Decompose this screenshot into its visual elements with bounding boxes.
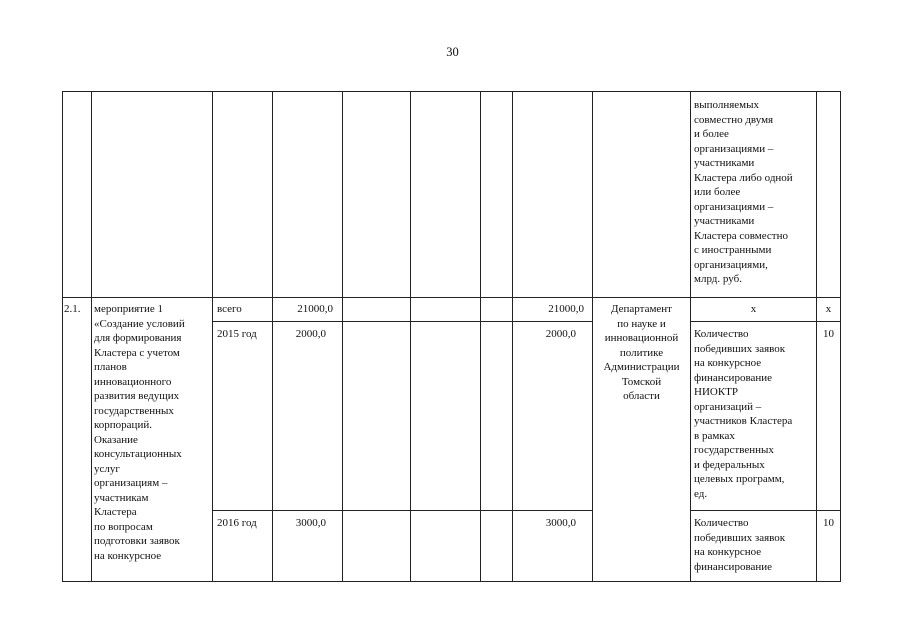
period-label: всего (217, 303, 242, 315)
total-amount: 2000,0 (295, 328, 326, 340)
indicator-value: 10 (823, 517, 834, 529)
row-divider (62, 297, 840, 298)
column-divider (840, 91, 841, 582)
executor: Департамент по науке и инновационной политике Администрации Томской области (603, 303, 680, 402)
subrow-divider (212, 510, 592, 511)
column-divider (91, 91, 92, 582)
column-divider (272, 91, 273, 582)
source-amount: 21000,0 (548, 303, 584, 315)
period-label: 2016 год (217, 517, 257, 529)
period-label: 2015 год (217, 328, 257, 340)
indicator-continuation: выполняемых совместно двумя и более организациями – участниками Кластера либо одной или более организациями – участниками Кластера совместно с иностранными организациями, млрд. руб. (694, 99, 793, 285)
column-divider (62, 91, 63, 582)
indicator-value: 10 (823, 328, 834, 340)
subrow-divider (212, 321, 592, 322)
indicator-name: х (750, 303, 757, 315)
indicator-name: Количество победивших заявок на конкурсное финансирование НИОКТР организаций – участников Кластера в рамках государственных и федеральных целевых программ, ед. (694, 328, 793, 500)
subrow-divider (690, 510, 840, 511)
source-amount: 2000,0 (545, 328, 576, 340)
total-amount: 3000,0 (295, 517, 326, 529)
total-amount: 21000,0 (297, 303, 333, 315)
subrow-divider (690, 321, 840, 322)
table-border-bottom (62, 581, 840, 582)
source-amount: 3000,0 (545, 517, 576, 529)
indicator-name: Количество победивших заявок на конкурсное финансирование (694, 517, 786, 573)
column-divider (480, 91, 481, 582)
column-divider (410, 91, 411, 582)
column-divider (512, 91, 513, 582)
column-divider (342, 91, 343, 582)
column-divider (690, 91, 691, 582)
event-description: мероприятие 1 «Создание условий для формирования Кластера с учетом планов инновационного развития ведущих государственных корпораций. Оказание консультационных услуг организациям – участникам Кластера по вопросам подготовки заявок на конкурсное (94, 303, 185, 562)
row-number: 2.1. (64, 303, 81, 315)
table-border-top (62, 91, 840, 92)
page-number: 30 (446, 45, 459, 59)
indicator-value: х (825, 303, 832, 315)
column-divider (212, 91, 213, 582)
